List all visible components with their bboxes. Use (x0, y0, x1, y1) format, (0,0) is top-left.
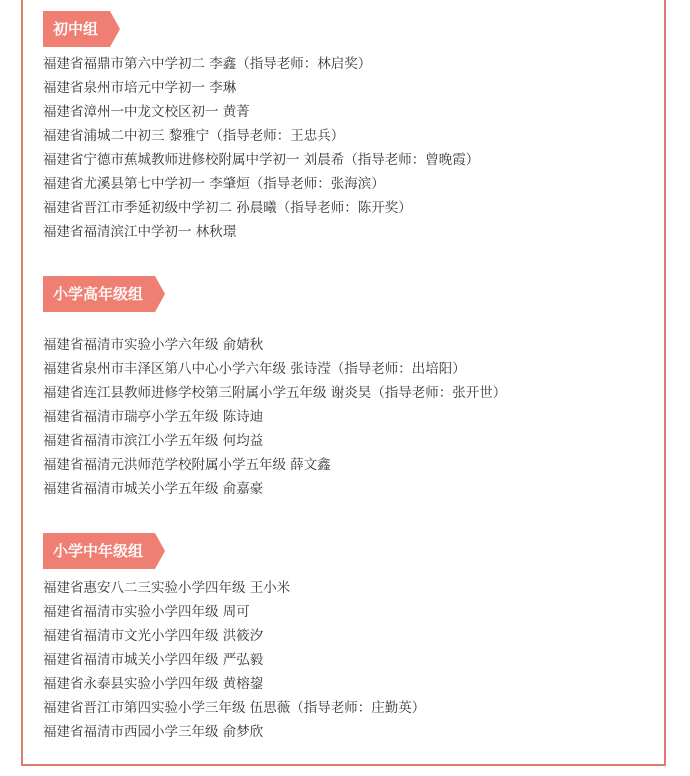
winner-list (43, 52, 479, 244)
list-item: 福建省福清市西园小学三年级 俞梦欣 (43, 724, 264, 740)
section-title-tag: 小学高年级组 (43, 276, 155, 312)
list-item: 福建省福鼎市第六中学初二 李鑫（指导老师：林启奖） (43, 56, 372, 72)
section-title-tag: 小学中年级组 (43, 533, 155, 569)
list-item: 福建省连江县教师进修学校第三附属小学五年级 谢炎昊（指导老师：张开世） (43, 385, 507, 401)
list-item: 福建省永泰县实验小学四年级 黄榕鋆 (43, 676, 264, 692)
section-junior-high (43, 11, 479, 244)
list-item: 福建省福清市城关小学五年级 俞嘉豪 (43, 481, 264, 497)
list-item: 福建省福清滨江中学初一 林秋璟 (43, 224, 237, 240)
list-item: 福建省福清市滨江小学五年级 何均益 (43, 433, 264, 449)
list-item: 福建省福清市文光小学四年级 洪筱汐 (43, 628, 264, 644)
list-item: 福建省泉州市丰泽区第八中心小学六年级 张诗滢（指导老师：出培阳） (43, 361, 466, 377)
winner-list (43, 576, 425, 744)
list-item: 福建省福清元洪师范学校附属小学五年级 薛文鑫 (43, 457, 331, 473)
list-item: 福建省漳州一中龙文校区初一 黄菁 (43, 104, 250, 120)
section-title-tag: 初中组 (43, 11, 110, 47)
list-item: 福建省尤溪县第七中学初一 李肇烜（指导老师：张海滨） (43, 176, 385, 192)
list-item: 福建省福清市实验小学四年级 周可 (43, 604, 250, 620)
list-item: 福建省晋江市季延初级中学初二 孙晨曦（指导老师：陈开奖） (43, 200, 412, 216)
section-primary-middle (43, 533, 425, 744)
list-item: 福建省福清市瑞亭小学五年级 陈诗迪 (43, 409, 264, 425)
list-item: 福建省泉州市培元中学初一 李琳 (43, 80, 237, 96)
list-item: 福建省宁德市蕉城教师进修校附属中学初一 刘晨希（指导老师：曾晚霞） (43, 152, 480, 168)
winner-list (43, 333, 506, 501)
list-item: 福建省浦城二中初三 黎雅宁（指导老师：王忠兵） (43, 128, 345, 144)
list-item: 福建省福清市实验小学六年级 俞婧秋 (43, 337, 264, 353)
list-item: 福建省福清市城关小学四年级 严弘毅 (43, 652, 264, 668)
section-primary-senior (43, 276, 506, 501)
list-item: 福建省晋江市第四实验小学三年级 伍思薇（指导老师：庄勤英） (43, 700, 426, 716)
list-item: 福建省惠安八二三实验小学四年级 王小米 (43, 580, 291, 596)
